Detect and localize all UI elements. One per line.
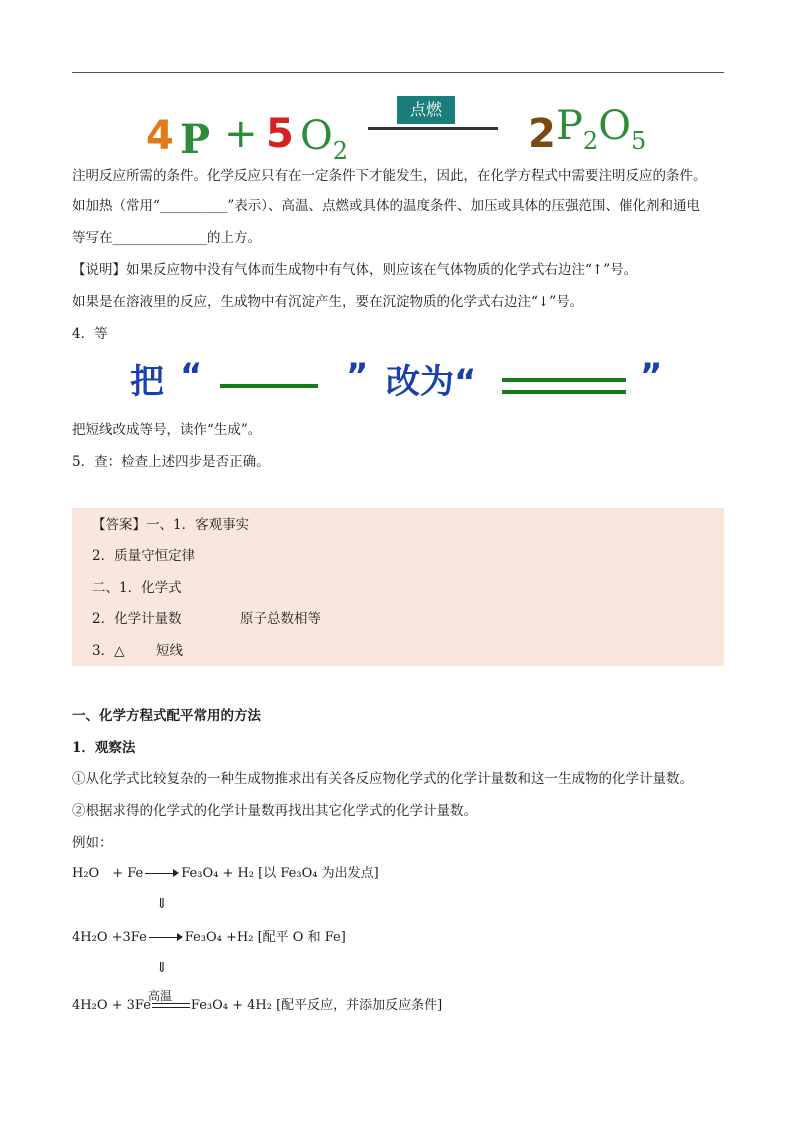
method-step-1: ①从化学式比较复杂的一种生成物推求出有关各反应物化学式的化学计量数和这一生成物的化学计量数。 [72, 771, 693, 787]
answer-line-4a: 2．化学计量数 [92, 611, 182, 627]
reaction-line [368, 127, 498, 130]
coef-5: 5 [266, 111, 294, 157]
paragraph-condition: 注明反应所需的条件。化学反应只有在一定条件下才能发生，因此，在化学方程式中需要注明反应的条件。 [72, 168, 707, 184]
arrow-icon [149, 933, 183, 943]
answer-line-5a: 3．△ [92, 643, 125, 659]
method-step-2: ②根据求得的化学式的化学计量数再找出其它化学式的化学计量数。 [72, 803, 477, 819]
condition-ignite-label: 点燃 [397, 96, 455, 124]
section-heading: 一、化学方程式配平常用的方法 [72, 708, 261, 724]
answer-line-1: 【答案】一、1．客观事实 [92, 517, 250, 533]
gaiwei-text: 改为“ [386, 362, 477, 402]
down-arrow-icon: ⇓ [156, 896, 168, 912]
ba-char: 把 [130, 362, 164, 402]
condition-high-temp-label: 高温 [148, 989, 173, 1003]
equation-c: 4H₂O + 3Fe Fe₃O₄ + 4H₂ [配平反应，并添加反应条件] [72, 998, 443, 1013]
reactant-o2: $O_2$ [300, 113, 349, 165]
answer-line-2: 2．质量守恒定律 [92, 548, 196, 564]
plus-sign: + [224, 111, 258, 157]
equals-icon [152, 1002, 190, 1010]
answer-line-4b: 原子总数相等 [240, 611, 321, 627]
equation-a: H₂O + Fe Fe₃O₄ + H₂ [以 Fe₃O₄ 为出发点] [72, 866, 379, 881]
product-p2o5: $P_2O_5$ [556, 103, 647, 155]
paragraph-position: 等写在______________的上方。 [72, 230, 261, 246]
reactant-p: P [180, 116, 211, 163]
coef-4: 4 [146, 113, 174, 159]
coef-2: 2 [528, 111, 556, 157]
short-line [220, 384, 318, 388]
arrow-icon [145, 869, 179, 879]
close-quote: ” [346, 356, 369, 396]
method-heading: 1．观察法 [72, 740, 136, 756]
paragraph-read-as: 把短线改成等号，读作“生成”。 [72, 422, 262, 438]
answer-line-3: 二、1．化学式 [92, 580, 182, 596]
equal-sign-banner [0, 356, 794, 412]
header-rule [72, 72, 724, 73]
open-quote: “ [180, 356, 203, 396]
example-label: 例如： [72, 835, 113, 851]
close-quote-2: ” [640, 356, 663, 396]
equation-b: 4H₂O +3Fe Fe₃O₄ +H₂ [配平 O 和 Fe] [72, 930, 346, 945]
equal-line-bottom [502, 390, 626, 394]
answer-line-5b: 短线 [156, 643, 183, 659]
equation-banner [0, 84, 794, 164]
note-precipitate: 如果是在溶液里的反应，生成物中有沉淀产生，要在沉淀物质的化学式右边注“↓”号。 [72, 294, 584, 310]
equal-line-top [502, 378, 626, 382]
paragraph-examples: 如加热（常用“__________”表示）、高温、点燃或具体的温度条件、加压或具体的压强范围、催化剂和通电 [72, 198, 701, 214]
answer-box [72, 508, 724, 666]
note-gas: 【说明】如果反应物中没有气体而生成物中有气体，则应该在气体物质的化学式右边注“↑”号。 [72, 262, 638, 278]
down-arrow-icon: ⇓ [156, 960, 168, 976]
step-5: 5．查：检查上述四步是否正确。 [72, 454, 270, 470]
step-4-heading: 4．等 [72, 326, 108, 342]
